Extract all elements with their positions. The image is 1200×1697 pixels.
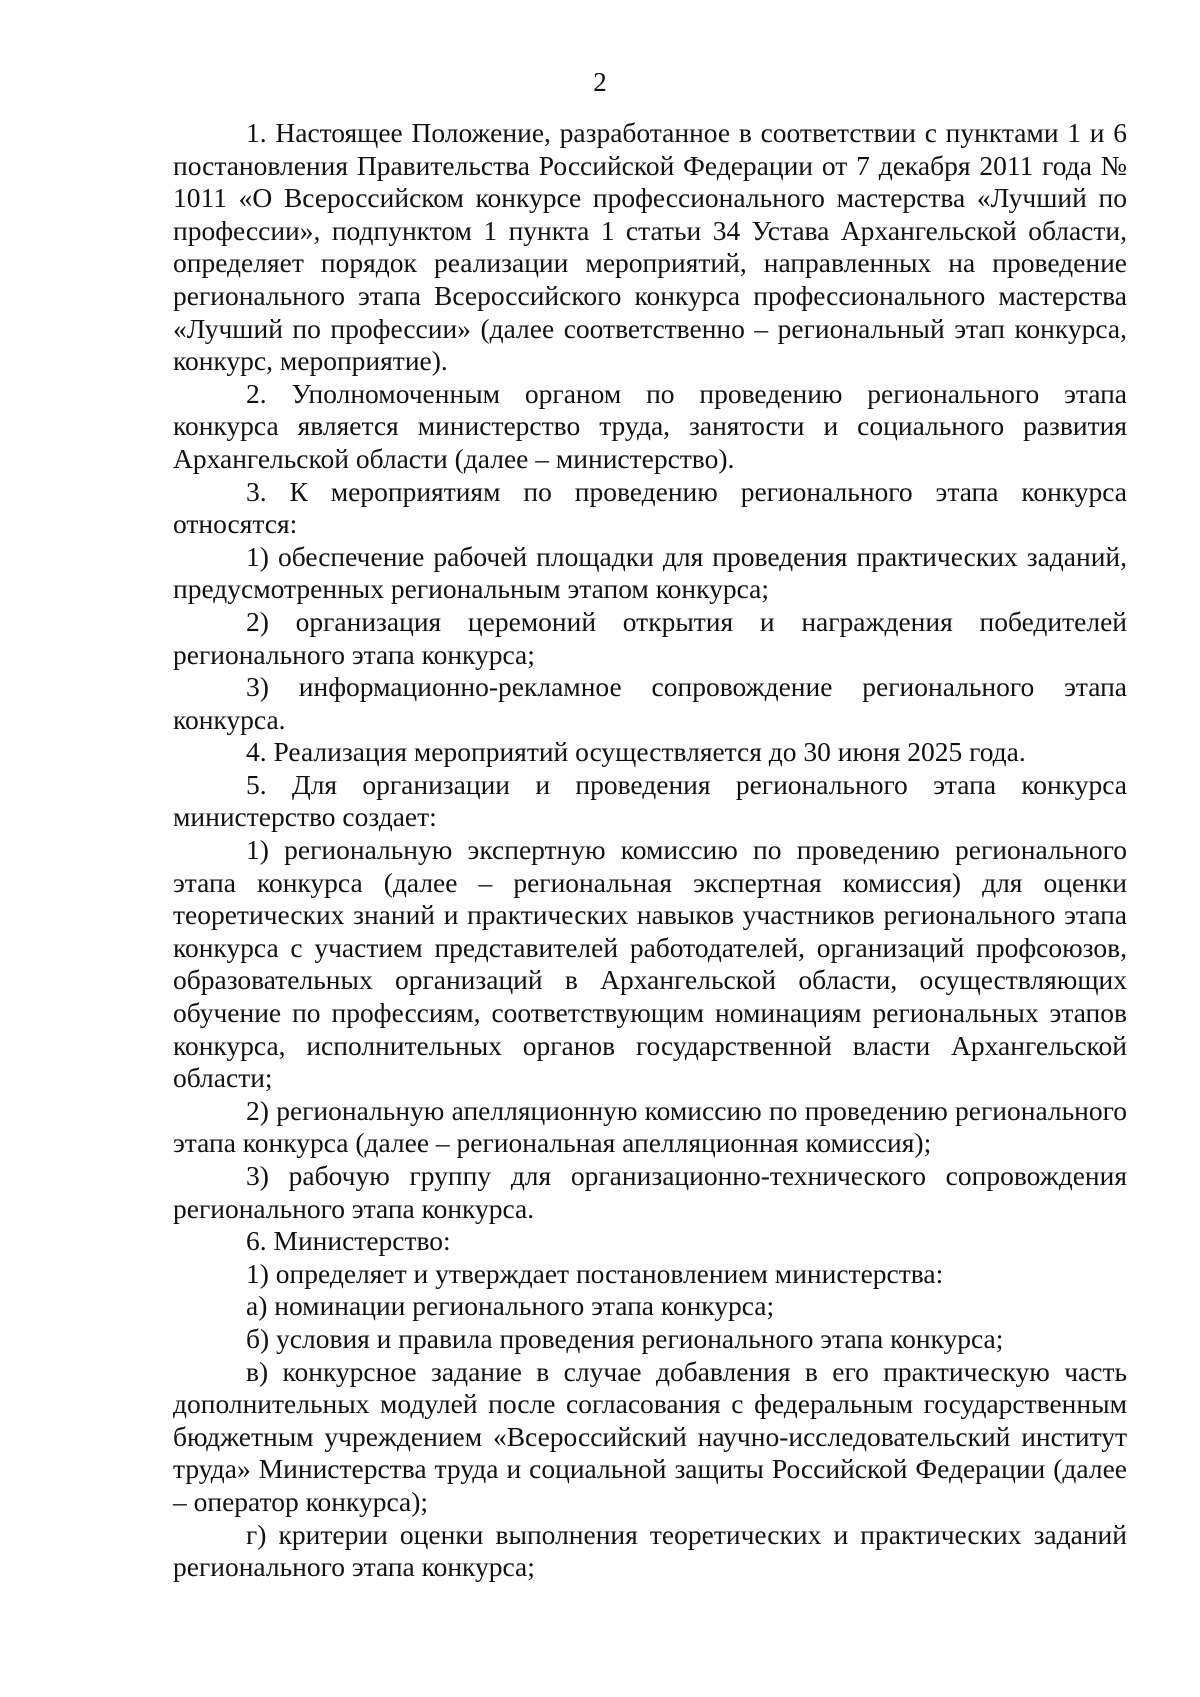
document-body [173, 117, 1127, 1584]
paragraph-4: 4. Реализация мероприятий осуществляется до 30 июня 2025 года. [246, 736, 1026, 768]
paragraph-3: 3. К мероприятиям по проведению регионального этапа конкурса относятся: [173, 475, 1127, 540]
paragraph-6-item-1: 1) определяет и утверждает постановлением министерства: [246, 1257, 944, 1289]
paragraph-6-item-1-g: г) критерии оценки выполнения теоретических и практических заданий регионального этапа конкурса; [173, 1518, 1127, 1583]
paragraph-6-item-1-b: б) условия и правила проведения регионального этапа конкурса; [246, 1322, 1004, 1354]
paragraph-5: 5. Для организации и проведения регионального этапа конкурса министерство создает: [173, 768, 1127, 833]
page-number: 2 [593, 67, 607, 97]
paragraph-1: 1. Настоящее Положение, разработанное в соответствии с пунктами 1 и 6 постановления Правительства Российской Федерации от 7 декабря 2011 года № 1011 «О Всероссийском конкурсе профессионального мастерства «Лучший по профессии», подпунктом 1 пункта 1 статьи 34 Устава Архангельской области, определяет порядок реализации мероприятий, направленных на проведение регионального этапа Всероссийского конкурса профессионального мастерства «Лучший по профессии» (далее соответственно – региональный этап конкурса, конкурс, мероприятие). [173, 117, 1127, 377]
paragraph-6-item-1-a: а) номинации регионального этапа конкурса; [246, 1290, 775, 1322]
paragraph-6: 6. Министерство: [246, 1225, 451, 1257]
paragraph-2: 2. Уполномоченным органом по проведению регионального этапа конкурса является министерство труда, занятости и социального развития Архангельской области (далее – министерство). [173, 377, 1127, 474]
paragraph-3-item-1: 1) обеспечение рабочей площадки для проведения практических заданий, предусмотренных региональным этапом конкурса; [173, 540, 1127, 605]
paragraph-3-item-3: 3) информационно-рекламное сопровождение регионального этапа конкурса. [173, 671, 1127, 735]
paragraph-3-item-2: 2) организация церемоний открытия и награждения победителей регионального этапа конкурса; [173, 605, 1127, 670]
paragraph-5-item-1: 1) региональную экспертную комиссию по проведению регионального этапа конкурса (далее – региональная экспертная комиссия) для оценки теоретических знаний и практических навыков участников регионального этапа конкурса с участием представителей работодателей, организаций профсоюзов, образовательных организаций в Архангельской области, осуществляющих обучение по профессиям, соответствующим номинациям региональных этапов конкурса, исполнительных органов государственной власти Архангельской области; [173, 834, 1127, 1094]
paragraph-5-item-3: 3) рабочую группу для организационно-технического сопровождения регионального этапа конкурса. [173, 1160, 1127, 1224]
paragraph-6-item-1-v: в) конкурсное задание в случае добавления в его практическую часть дополнительных модулей после согласования с федеральным государственным бюджетным учреждением «Всероссийский научно-исследовательский институт труда» Министерства труда и социальной защиты Российской Федерации (далее – оператор конкурса); [173, 1355, 1127, 1517]
paragraph-5-item-2: 2) региональную апелляционную комиссию по проведению регионального этапа конкурса (далее – региональная апелляционная комиссия); [173, 1094, 1127, 1159]
